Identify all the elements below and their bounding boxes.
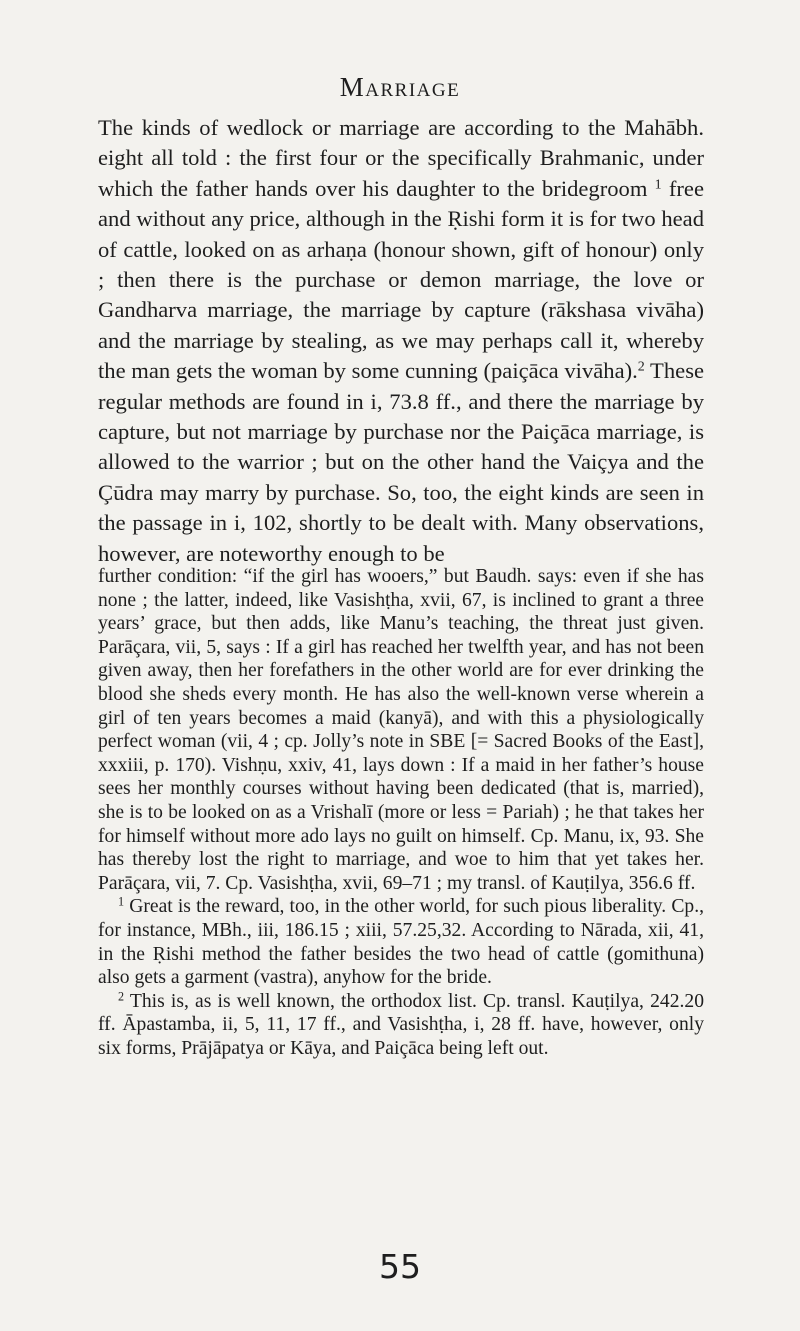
body-text-segment: free and without any price, although in the Ṛishi form it is for two head of cattle, looked on as arhaṇa (honour shown, gift of honour) only ; then there is the purchase or demon marriage, the love or Gandharva marriage, the marriage by capture (rākshasa vivāha) and the marriage by stealing, as we may perhaps call it, whereby the man gets the woman by some cunning (paiçāca vivāha). (98, 175, 704, 384)
footnote-2 (98, 990, 704, 1061)
footnote-marker: 2 (118, 989, 125, 1004)
running-head: Marriage (339, 72, 461, 102)
main-text (98, 113, 704, 569)
body-paragraph (98, 113, 704, 569)
notes-section (98, 565, 704, 1060)
footnote-text: This is, as is well known, the orthodox list. Cp. transl. Kauṭilya, 242.20 ff. Āpastamba, ii, 5, 11, 17 ff., and Vasishṭha, i, 28 ff. have, however, only six forms, Prājāpatya or Kāya, and Paiçāca being left out. (98, 990, 704, 1059)
footnote-ref-2: 2 (637, 359, 645, 375)
footnote-marker: 1 (118, 894, 125, 909)
footnote-ref-1: 1 (654, 177, 662, 193)
note-continuation: further condition: “if the girl has wooers,” but Baudh. says: even if she has none ; the latter, indeed, like Vasishṭha, xvii, 67, is inclined to grant a three years’ grace, but then adds, like Manu’s teaching, the threat just given. Parāçara, vii, 5, says : If a girl has reached her twelfth year, and has not been given away, then her forefathers in the other world are for ever drinking the blood she sheds every month. He has also the well-known verse wherein a girl of ten years becomes a maid (kanyā), and with this a physiologically perfect woman (vii, 4 ; cp. Jolly’s note in SBE [= Sacred Books of the East], xxxiii, p. 170). Vishṇu, xxiv, 41, lays down : If a maid in her father’s house sees her monthly courses without having been dedicated (that is, married), she is to be looked on as a Vrishalī (more or less = Pariah) ; he that takes her for himself without more ado lays no guilt on himself. Cp. Manu, ix, 93. She has thereby lost the right to marriage, and woe to him that yet takes her. Parāçara, vii, 7. Cp. Vasishṭha, xvii, 69–71 ; my transl. of Kauṭilya, 356.6 ff. (98, 566, 704, 894)
page-number: 55 (379, 1247, 421, 1286)
body-text-segment: The kinds of wedlock or marriage are according to the Mahābh. eight all told : the first four or the specifically Brahmanic, under which the father hands over his daughter to the bridegroom (98, 115, 704, 201)
footnote-text: Great is the reward, too, in the other world, for such pious liberality. Cp., for instance, MBh., iii, 186.15 ; xiii, 57.25,32. According to Nārada, xii, 41, in the Ṛishi method the father besides the two head of cattle (gomithuna) also gets a garment (vastra), anyhow for the bride. (98, 896, 704, 989)
footnote-1 (98, 895, 704, 989)
body-text-segment: These regular methods are found in i, 73.8 ff., and there the marriage by capture, but not marriage by purchase nor the Paiçāca marriage, is allowed to the warrior ; but on the other hand the Vaiçya and the Çūdra may marry by purchase. So, too, the eight kinds are seen in the passage in i, 102, shortly to be dealt with. Many observations, however, are noteworthy enough to be (98, 358, 705, 566)
